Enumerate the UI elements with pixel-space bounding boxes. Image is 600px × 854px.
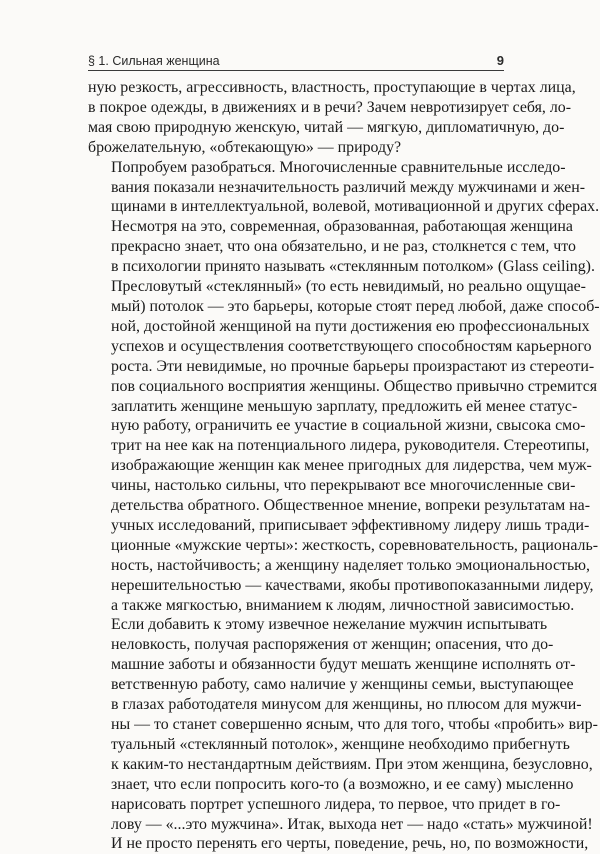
text-line: туальный «стеклянный потолок», женщине необходимо прибегнуть — [111, 735, 570, 753]
text-line: успехов и осуществления соответствующего способностям карьерного — [111, 337, 592, 355]
text-line: ционные «мужские черты»: жесткость, соревновательность, рациональ- — [111, 536, 598, 554]
text-line: вания показали незначительность различий между мужчинами и жен- — [111, 178, 586, 196]
text-line: ность, настойчивость; а женщину наделяет только эмоциональностью, — [111, 556, 591, 574]
text-line: неловкость, получая распоряжения от женщин; опасения, что до- — [111, 636, 554, 654]
text-line: лову — «...это мужчина». Итак, выхода нет — надо «стать» мужчиной! — [111, 815, 593, 833]
running-header — [88, 48, 504, 68]
text-line: нарисовать портрет успешного лидера, то первое, что придет в го- — [111, 795, 561, 813]
text-line: трит на нее как на потенциального лидера, руководителя. Стереотипы, — [111, 437, 590, 455]
section-title: § 1. Сильная женщина — [88, 54, 220, 68]
body-text — [88, 78, 600, 854]
text-line: мая свою природную женскую, читай — мягкую, дипломатичную, до- — [88, 118, 565, 136]
text-line: ной, достойной женщиной на пути достижения ею профессиональных — [111, 317, 590, 335]
text-line: нерешительностью — качествами, якобы противопоказанными лидеру, — [111, 576, 594, 594]
text-line: пов социального восприятия женщины. Общество привычно стремится — [111, 377, 598, 395]
text-line: в глазах работодателя минусом для женщины, но плюсом для мужчи- — [111, 696, 582, 714]
text-line: знает, что если попросить кого-то (а возможно, и ее саму) мысленно — [111, 775, 574, 793]
text-line: в психологии принято называть «стеклянным потолком» (Glass ceiling). — [111, 258, 595, 276]
text-line: Несмотря на это, современная, образованная, работающая женщина — [111, 218, 573, 236]
text-line: ную резкость, агрессивность, властность, проступающие в чертах лица, — [88, 79, 576, 96]
text-line: машние заботы и обязанности будут мешать женщине исполнять от- — [111, 656, 576, 674]
text-line: ны — то станет совершенно ясным, что для того, чтобы «пробить» вир- — [111, 716, 598, 733]
text-line: И не просто перенять его черты, поведение, речь, но, по возможности, — [111, 835, 589, 853]
page-number: 9 — [496, 53, 504, 68]
text-line: Пресловутый «стеклянный» (то есть невидимый, но реально ощущае- — [111, 278, 586, 296]
paragraph — [88, 158, 600, 616]
text-line: изображающие женщин как менее пригодных для лидерства, чем муж- — [111, 457, 592, 475]
text-line: роста. Эти невидимые, но прочные барьеры произрастают из стереоти- — [111, 357, 595, 375]
text-line: брожелательную, «обтекающую» — природу? — [88, 138, 402, 156]
text-line: в покрое одежды, в движениях и в речи? Зачем невротизирует себя, ло- — [88, 98, 572, 116]
text-line: Попробуем разобраться. Многочисленные сравнительные исследо- — [111, 158, 566, 176]
text-line: мый) потолок — это барьеры, которые стоят перед любой, даже способ- — [111, 297, 600, 315]
paragraph — [88, 78, 576, 158]
text-line: ную работу, ограничить ее участие в социальной жизни, свысока смо- — [111, 417, 586, 435]
text-line: ветственную работу, само наличие у женщины семьи, выступающее — [111, 676, 574, 694]
text-line: к каким-то нестандартным действиям. При этом женщина, безусловно, — [111, 755, 593, 773]
text-line: детельства обратного. Общественное мнение, вопреки результатам на- — [111, 497, 590, 515]
text-line: а также мягкостью, вниманием к людям, личностной зависимостью. — [111, 596, 575, 614]
text-line: заплатить женщине меньшую зарплату, предложить ей менее статус- — [111, 397, 578, 415]
text-line: прекрасно знает, что она обязательно, и не раз, столкнется с тем, что — [111, 238, 576, 256]
header-rule — [88, 70, 504, 71]
text-line: Если добавить к этому извечное нежелание мужчин испытывать — [111, 616, 548, 634]
text-line: учных исследований, приписывает эффективному лидеру лишь тради- — [111, 516, 590, 534]
text-line: чины, настолько сильны, что перекрывают все многочисленные сви- — [111, 477, 576, 495]
paragraph — [88, 615, 598, 854]
text-line: щинами в интеллектуальной, волевой, мотивационной и других сферах. — [111, 198, 600, 216]
